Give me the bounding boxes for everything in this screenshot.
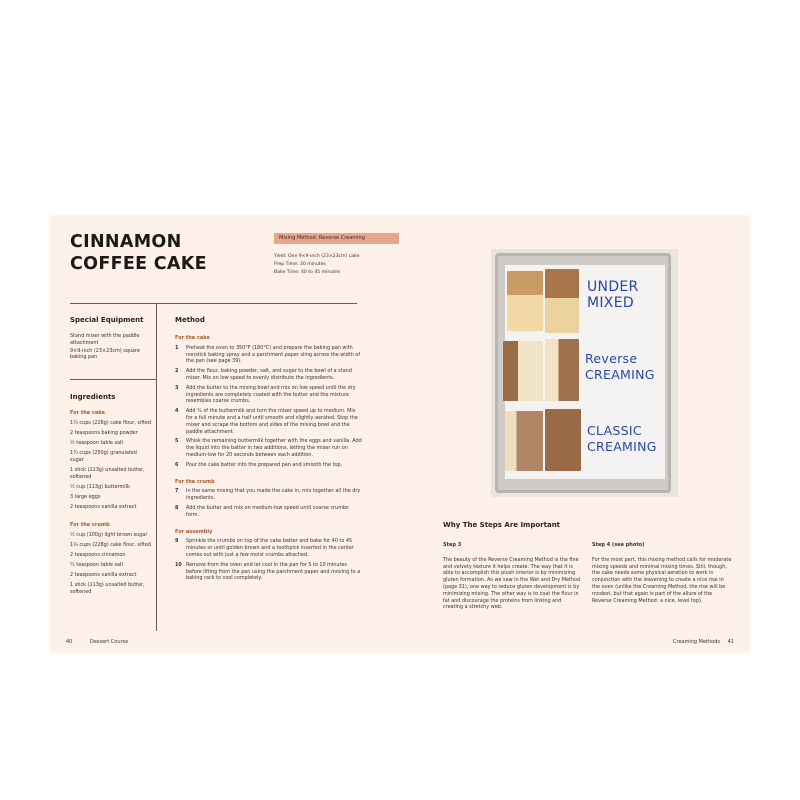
ingredient-item: 2 teaspoons vanilla extract: [70, 504, 137, 511]
method-heading: Method: [175, 316, 205, 324]
step-text: Whisk the remaining buttermilk together with the eggs and vanilla. Add the liquid into the batter in two additions, letting the mixer run on medium-low for 20 seconds between each addition.: [186, 438, 362, 458]
step-text: Add the flour, baking powder, salt, and sugar to the bowl of a stand mixer. Mix on low speed to evenly distribute the ingredients.: [186, 368, 352, 381]
ingredient-item: ½ cup (100g) light brown sugar: [70, 531, 148, 538]
step4-text: For the most part, this mixing method calls for moderate mixing speeds and minimal mixing times. Still, though, the cake needs some physical aeration to work in conjunction with the leavening to create a nice rise in the oven (unlike the Creaming Method, the rise will be modest, but that again is part of the allure of the Reverse Creaming Method: a nice, level top).: [592, 556, 732, 604]
recipe-title: [70, 231, 207, 275]
step-text: Add ¾ of the buttermilk and turn the mixer speed up to medium. Mix for a full minute and a half until smooth and slightly aerated. Stop the mixer and scrape the bottom and sides of the mixing bowl and the paddle attachment.: [186, 408, 358, 435]
cake-slice: [505, 411, 543, 471]
step-number: 1: [175, 344, 179, 351]
cake-slice: [503, 341, 543, 401]
handwritten-label: Reverse: [585, 351, 638, 366]
step-number: 7: [175, 488, 179, 495]
ingredients-divider: [70, 379, 156, 380]
ingredient-item: 2 teaspoons baking powder: [70, 429, 138, 436]
bake-time-text: Bake Time: 40 to 45 minutes: [274, 270, 341, 275]
step3-heading: Step 3: [443, 542, 462, 548]
method-cake-subhead: For the cake: [175, 335, 210, 341]
prep-time-text: Prep Time: 30 minutes: [274, 262, 326, 267]
recipe-meta: [274, 253, 359, 277]
ingredient-item: ½ cup (113g) buttermilk: [70, 483, 130, 490]
baking-tray: [495, 253, 671, 493]
step4-column: [592, 542, 732, 604]
step-number: 10: [175, 561, 182, 568]
ingredient-item: 1¼ cups (250g) granulated sugar: [70, 450, 137, 463]
equipment-item: Stand mixer with the paddle attachment: [70, 333, 140, 346]
book-spread: [50, 215, 750, 653]
handwritten-label: CREAMING: [587, 439, 657, 454]
mixing-method-tag: Mixing Method: Reverse Creaming: [274, 233, 399, 244]
label-classic-creaming: [587, 423, 657, 455]
why-steps-heading: Why The Steps Are Important: [443, 521, 561, 529]
ingredients-crumb-subhead: For the crumb: [70, 522, 110, 529]
method-step: [175, 385, 363, 405]
title-line-2: COFFEE CAKE: [70, 254, 207, 274]
step-number: 5: [175, 438, 179, 445]
chapter-title: Creaming Methods: [672, 639, 721, 645]
equipment-item: 9×9-inch (23×23cm) square baking pan: [70, 347, 140, 361]
ingredient-item: 2 teaspoons vanilla extract: [70, 572, 137, 579]
column-divider: [156, 303, 157, 631]
method-step: [175, 488, 363, 502]
right-footer: [673, 639, 734, 645]
ingredient-item: 1¾ cups (228g) cake flour, sifted: [70, 542, 151, 549]
method-step: [175, 562, 363, 582]
ingredient-item: 3 large eggs: [70, 493, 101, 500]
equipment-heading: Special Equipment: [70, 316, 144, 324]
label-under-mixed: [587, 279, 639, 311]
header-divider: [70, 303, 357, 304]
method-step: [175, 345, 363, 365]
cake-slice: [545, 339, 579, 401]
left-page: [50, 215, 400, 653]
method-step: [175, 538, 363, 558]
page-number: 41: [727, 639, 734, 645]
step3-text: The beauty of the Reverse Creaming Method is the fine and velvety texture it helps create. The way that it is able to accomplish this plush interior is by minimizing gluten formation. As we saw in the Wet and Dry Method (page 31), one way to reduce gluten development is by minimizing mixing. The other way is to coat the flour in fat and discourage the proteins from linking and creating a stretchy web.: [443, 556, 581, 611]
cake-comparison-photo: [491, 249, 678, 497]
step-text: Remove from the oven and let cool in the pan for 5 to 10 minutes before lifting from the pan using the parchment paper and moving to a baking rack to cool completely.: [186, 561, 361, 582]
page-number: 40: [66, 639, 73, 645]
step-number: 4: [175, 408, 179, 415]
ingredients-list: [70, 410, 152, 599]
yield-text: Yield: One 9×9-inch (23×23cm) cake: [274, 254, 360, 259]
method-step: [175, 368, 363, 382]
step-text: Pour the cake batter into the prepared pan and smooth the top.: [186, 461, 343, 468]
ingredient-item: ¼ teaspoon table salt: [70, 562, 124, 569]
method-crumb-subhead: For the crumb: [175, 478, 215, 485]
step-text: In the same mixing that you made the cake in, mix together all the dry ingredients.: [186, 488, 361, 502]
step4-heading: Step 4 (see photo): [592, 542, 645, 548]
cake-slice: [507, 271, 543, 331]
method-step: [175, 408, 363, 435]
handwritten-label: CREAMING: [585, 367, 655, 382]
step-number: 6: [175, 461, 179, 468]
step3-column: [443, 542, 583, 611]
equipment-list: [70, 333, 150, 362]
method-step: [175, 438, 363, 458]
ingredients-cake-subhead: For the cake: [70, 410, 105, 416]
step-number: 9: [175, 538, 179, 545]
method-step: [175, 505, 363, 519]
step-number: 3: [175, 384, 179, 391]
title-line-1: CINNAMON: [70, 232, 182, 252]
ingredients-heading: Ingredients: [70, 393, 116, 401]
cake-slice: [545, 269, 579, 333]
ingredient-item: ½ teaspoon table salt: [70, 439, 124, 446]
step-number: 8: [175, 504, 179, 511]
method-step: [175, 462, 363, 469]
step-number: 2: [175, 368, 179, 375]
label-reverse-creaming: [585, 351, 655, 383]
method-assembly-subhead: For assembly: [175, 528, 213, 535]
ingredient-item: 1 stick (113g) unsalted butter, softened: [70, 466, 145, 480]
step-text: Add the butter to the mixing bowl and mix on low speed until the dry ingredients are completely coated with the butter and the mixture resembles coarse crumbs.: [186, 384, 356, 405]
step-text: Preheat the oven to 350°F (180°C) and prepare the baking pan with nonstick baking spray and a parchment paper sling across the width of the pan (see page 39).: [186, 344, 361, 365]
step-text: Add the butter and mix on medium-low speed until coarse crumbs form.: [186, 504, 349, 518]
handwritten-label: MIXED: [587, 295, 634, 311]
ingredient-item: 1 stick (113g) unsalted butter, softened: [70, 582, 145, 596]
cake-slice: [545, 409, 581, 471]
right-page: [400, 215, 750, 653]
handwritten-label: UNDER: [587, 279, 639, 295]
book-title: Dessert Course: [89, 639, 129, 645]
step-text: Sprinkle the crumbs on top of the cake batter and bake for 40 to 45 minutes or until golden brown and a toothpick inserted in the center comes out with just a few moist crumbs attached.: [186, 538, 354, 558]
ingredient-item: 1¾ cups (228g) cake flour, sifted: [70, 419, 151, 426]
ingredient-item: 2 teaspoons cinnamon: [70, 552, 126, 559]
method-steps: [175, 335, 363, 585]
handwritten-label: CLASSIC: [587, 423, 642, 438]
left-footer: [66, 639, 128, 645]
